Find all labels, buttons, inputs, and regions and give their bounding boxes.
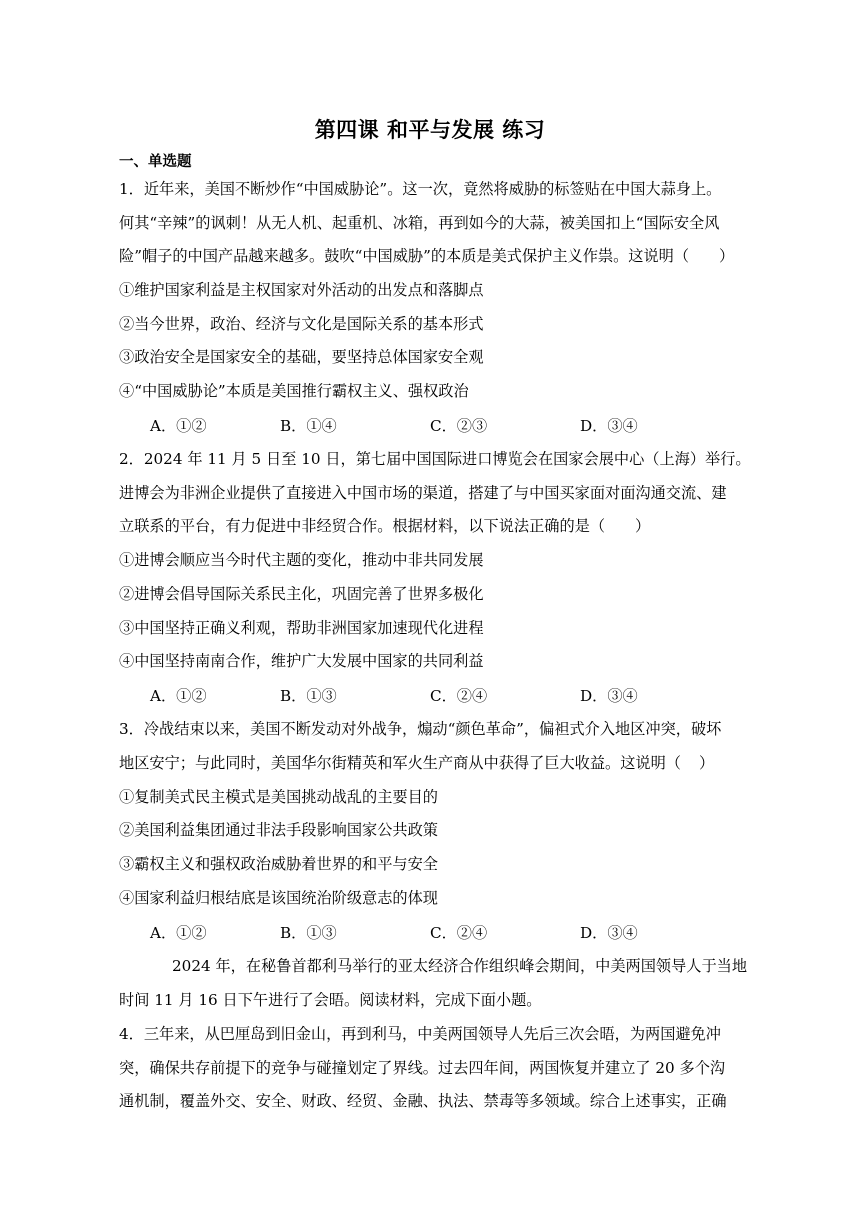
question-3-statement-4: ④国家利益归根结底是该国统治阶级意志的体现 <box>119 889 438 907</box>
question-3-line-2: 地区安宁；与此同时，美国华尔街精英和军火生产商从中获得了巨大收益。这说明（ ） <box>119 754 715 772</box>
question-1-statement-4: ④“中国威胁论”本质是美国推行霸权主义、强权政治 <box>119 382 469 400</box>
question-2-statement-2: ②进博会倡导国际关系民主化，巩固完善了世界多极化 <box>119 585 484 603</box>
question-3-statement-1: ①复制美式民主模式是美国挑动战乱的主要目的 <box>119 788 438 806</box>
option-c[interactable]: C．②④ <box>430 687 488 705</box>
question-1-line-3: 险”帽子的中国产品越来越多。鼓吹“中国威胁”的本质是美式保护主义作祟。这说明（ ） <box>119 247 735 265</box>
question-3-statement-2: ②美国利益集团通过非法手段影响国家公共政策 <box>119 821 438 839</box>
material-line-2: 时间 11 月 16 日下午进行了会晤。阅读材料，完成下面小题。 <box>119 991 542 1009</box>
question-2-options <box>150 685 710 705</box>
option-b[interactable]: B．①③ <box>280 924 337 942</box>
option-b[interactable]: B．①③ <box>280 687 337 705</box>
question-2-line-3: 立联系的平台，有力促进中非经贸合作。根据材料，以下说法正确的是（ ） <box>119 517 651 535</box>
question-3-options <box>150 922 710 942</box>
option-a[interactable]: A．①② <box>150 417 207 435</box>
page-title: 第四课 和平与发展 练习 <box>314 118 546 142</box>
option-d[interactable]: D．③④ <box>580 687 638 705</box>
section-heading: 一、单选题 <box>119 154 192 170</box>
question-2-statement-4: ④中国坚持南南合作，维护广大发展中国家的共同利益 <box>119 652 484 670</box>
question-1-line-1: 1．近年来，美国不断炒作“中国威胁论”。这一次，竟然将威胁的标签贴在中国大蒜身上。 <box>119 180 722 198</box>
material-line-1: 2024 年，在秘鲁首都利马举行的亚太经济合作组织峰会期间，中美两国领导人于当地 <box>172 957 748 975</box>
option-a[interactable]: A．①② <box>150 924 207 942</box>
question-2-line-1: 2．2024 年 11 月 5 日至 10 日，第七届中国国际进口博览会在国家会展中心（上海）举行。 <box>119 450 751 468</box>
question-4-line-2: 突，确保共存前提下的竞争与碰撞划定了界线。过去四年间，两国恢复并建立了 20 多个沟 <box>119 1059 726 1077</box>
question-3-line-1: 3．冷战结束以来，美国不断发动对外战争，煽动“颜色革命”，偏袒式介入地区冲突，破坏 <box>119 720 722 738</box>
option-b[interactable]: B．①④ <box>280 417 337 435</box>
option-c[interactable]: C．②④ <box>430 924 488 942</box>
question-1-statement-3: ③政治安全是国家安全的基础，要坚持总体国家安全观 <box>119 348 484 366</box>
option-d[interactable]: D．③④ <box>580 417 638 435</box>
question-2-line-2: 进博会为非洲企业提供了直接进入中国市场的渠道，搭建了与中国买家面对面沟通交流、建 <box>119 484 727 502</box>
question-2-statement-3: ③中国坚持正确义利观，帮助非洲国家加速现代化进程 <box>119 619 484 637</box>
option-d[interactable]: D．③④ <box>580 924 638 942</box>
question-2-statement-1: ①进博会顺应当今时代主题的变化，推动中非共同发展 <box>119 551 484 569</box>
question-1-statement-1: ①维护国家利益是主权国家对外活动的出发点和落脚点 <box>119 281 484 299</box>
option-c[interactable]: C．②③ <box>430 417 488 435</box>
question-1-options <box>150 415 710 435</box>
question-4-line-3: 通机制，覆盖外交、安全、财政、经贸、金融、执法、禁毒等多领域。综合上述事实，正确 <box>119 1092 727 1110</box>
option-a[interactable]: A．①② <box>150 687 207 705</box>
question-4-line-1: 4．三年来，从巴厘岛到旧金山，再到利马，中美两国领导人先后三次会晤，为两国避免冲 <box>119 1025 721 1043</box>
question-1-line-2: 何其“辛辣”的讽刺！从无人机、起重机、冰箱，再到如今的大蒜，被美国扣上“国际安全风 <box>119 214 720 232</box>
question-1-statement-2: ②当今世界，政治、经济与文化是国际关系的基本形式 <box>119 315 484 333</box>
question-3-statement-3: ③霸权主义和强权政治威胁着世界的和平与安全 <box>119 855 438 873</box>
